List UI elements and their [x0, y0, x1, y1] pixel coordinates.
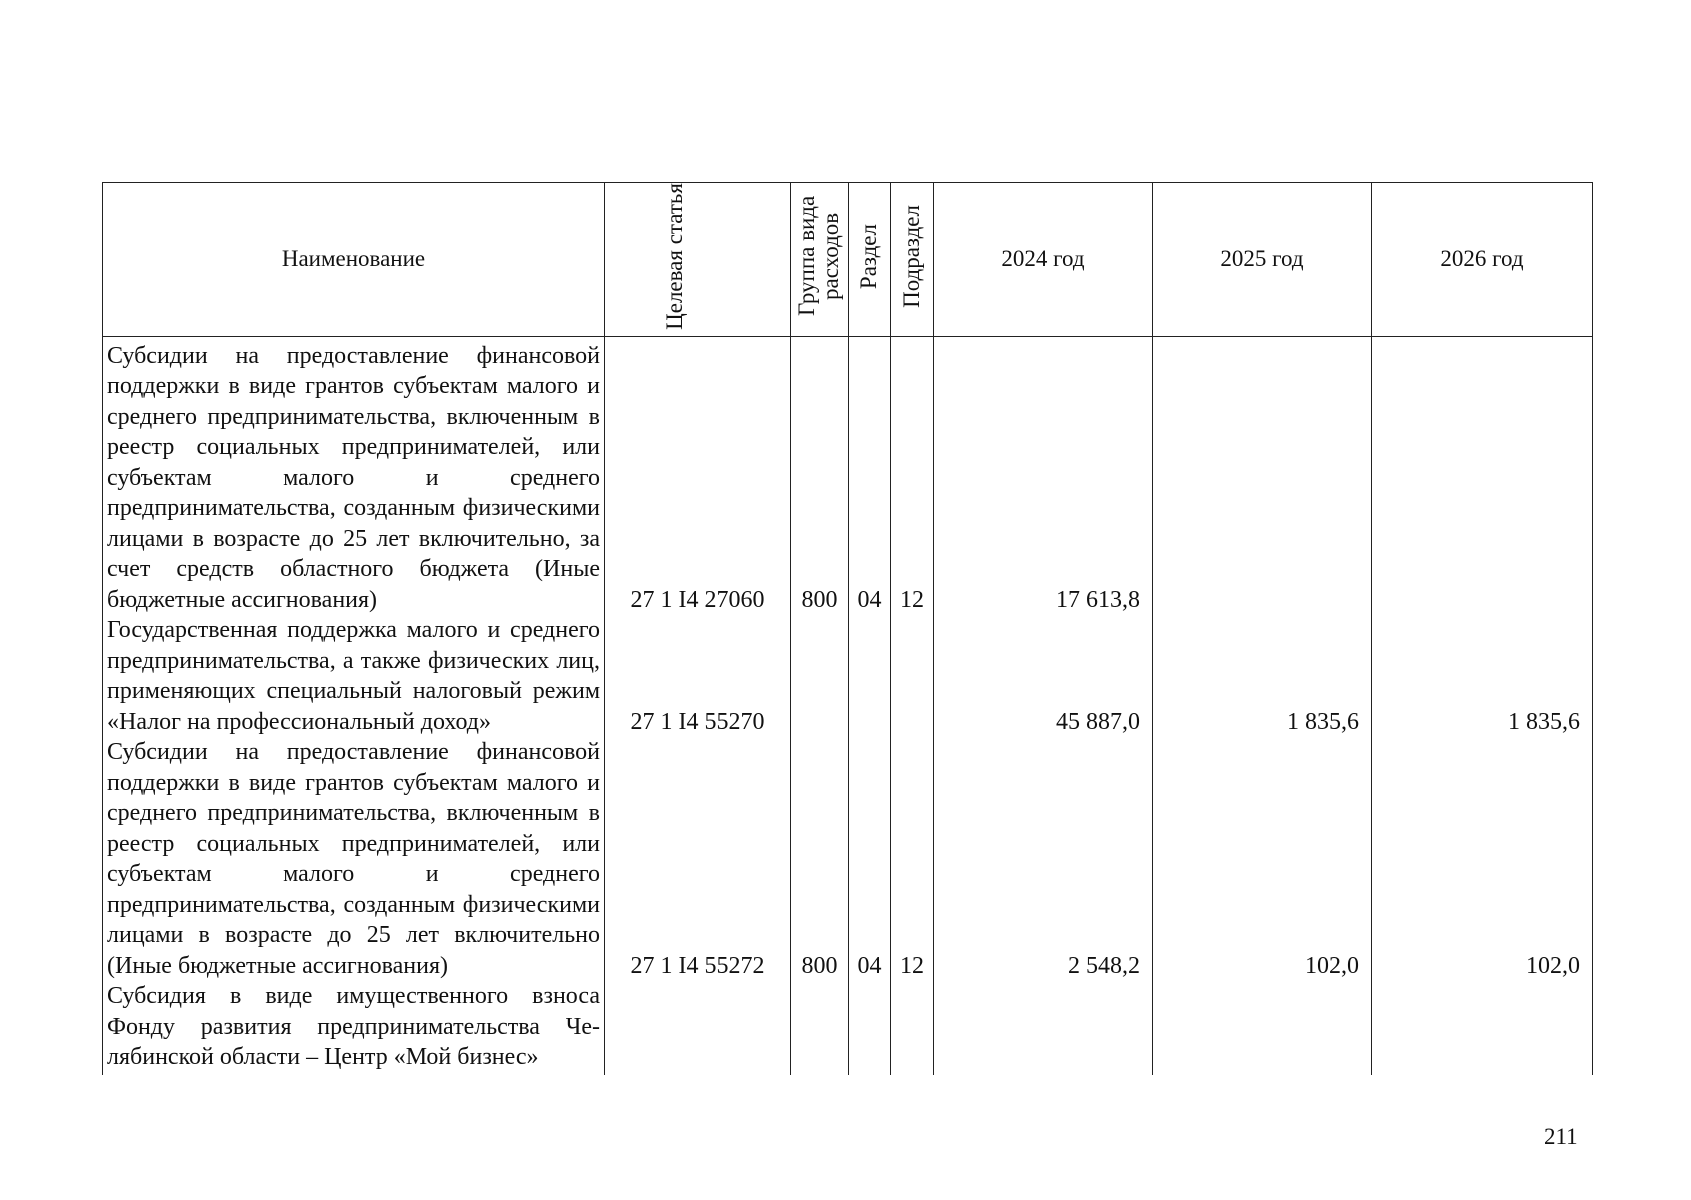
header-2025: 2025 год — [1153, 183, 1372, 337]
row-section — [849, 981, 891, 1075]
table-row — [103, 737, 1593, 981]
row-2024: 2 548,2 — [934, 737, 1153, 981]
row-target-article: 27 1 I4 55270 — [605, 615, 791, 737]
header-2024: 2024 год — [934, 183, 1153, 337]
table-row — [103, 981, 1593, 1075]
row-2025: 102,0 — [1153, 737, 1372, 981]
row-name: Субсидии на предоставление финансовой поддержки в виде грантов субъектам малого и среднего предпринимательства, включенным в реестр социальных предпринимателей, или субъектам малого и среднего предпринимательства, созданным физическими лицами в возрасте до 25 лет включительно, за счет средств областного бюджета (Иные бюджетные ассигнования) — [103, 336, 605, 615]
row-subsection — [891, 615, 934, 737]
row-section — [849, 615, 891, 737]
table-row — [103, 336, 1593, 615]
header-section: Раздел — [849, 183, 891, 337]
row-2024 — [934, 981, 1153, 1075]
row-expense-group — [791, 981, 849, 1075]
row-2024: 45 887,0 — [934, 615, 1153, 737]
header-name: Наименование — [103, 183, 605, 337]
row-name: Государственная поддержка малого и среднего предпринимательства, а также физических лиц, применяющих специальный налоговый режим «Налог на профессиональный доход» — [103, 615, 605, 737]
row-2026 — [1372, 336, 1593, 615]
table-header-row — [103, 183, 1593, 337]
row-2025 — [1153, 981, 1372, 1075]
row-subsection — [891, 981, 934, 1075]
row-section: 04 — [849, 336, 891, 615]
header-2026: 2026 год — [1372, 183, 1593, 337]
header-subsection: Подраздел — [891, 183, 934, 337]
row-expense-group — [791, 615, 849, 737]
row-expense-group: 800 — [791, 336, 849, 615]
row-2026: 102,0 — [1372, 737, 1593, 981]
header-target-article: Целевая статья — [605, 183, 791, 337]
header-expense-group: Группа вида расходов — [791, 183, 849, 337]
row-section: 04 — [849, 737, 891, 981]
table-row — [103, 615, 1593, 737]
row-expense-group: 800 — [791, 737, 849, 981]
page-number: 211 — [1544, 1124, 1578, 1149]
row-subsection: 12 — [891, 737, 934, 981]
row-target-article: 27 1 I4 27060 — [605, 336, 791, 615]
row-name: Субсидии на предоставление финансовой поддержки в виде грантов субъектам малого и среднего предпринимательства, включенным в реестр социальных предпринимателей, или субъектам малого и среднего предпринимательства, созданным физическими лицами в возрасте до 25 лет включительно (Иные бюджетные ассигнования) — [103, 737, 605, 981]
row-2026: 1 835,6 — [1372, 615, 1593, 737]
row-target-article: 27 1 I4 55272 — [605, 737, 791, 981]
row-2025: 1 835,6 — [1153, 615, 1372, 737]
row-2026 — [1372, 981, 1593, 1075]
row-target-article — [605, 981, 791, 1075]
row-2024: 17 613,8 — [934, 336, 1153, 615]
row-subsection: 12 — [891, 336, 934, 615]
row-name: Субсидия в виде имущественного взноса Фонду развития предпринимательства Челябинской области – Центр «Мой бизнес» — [103, 981, 605, 1075]
row-2025 — [1153, 336, 1372, 615]
budget-table — [102, 182, 1593, 1075]
